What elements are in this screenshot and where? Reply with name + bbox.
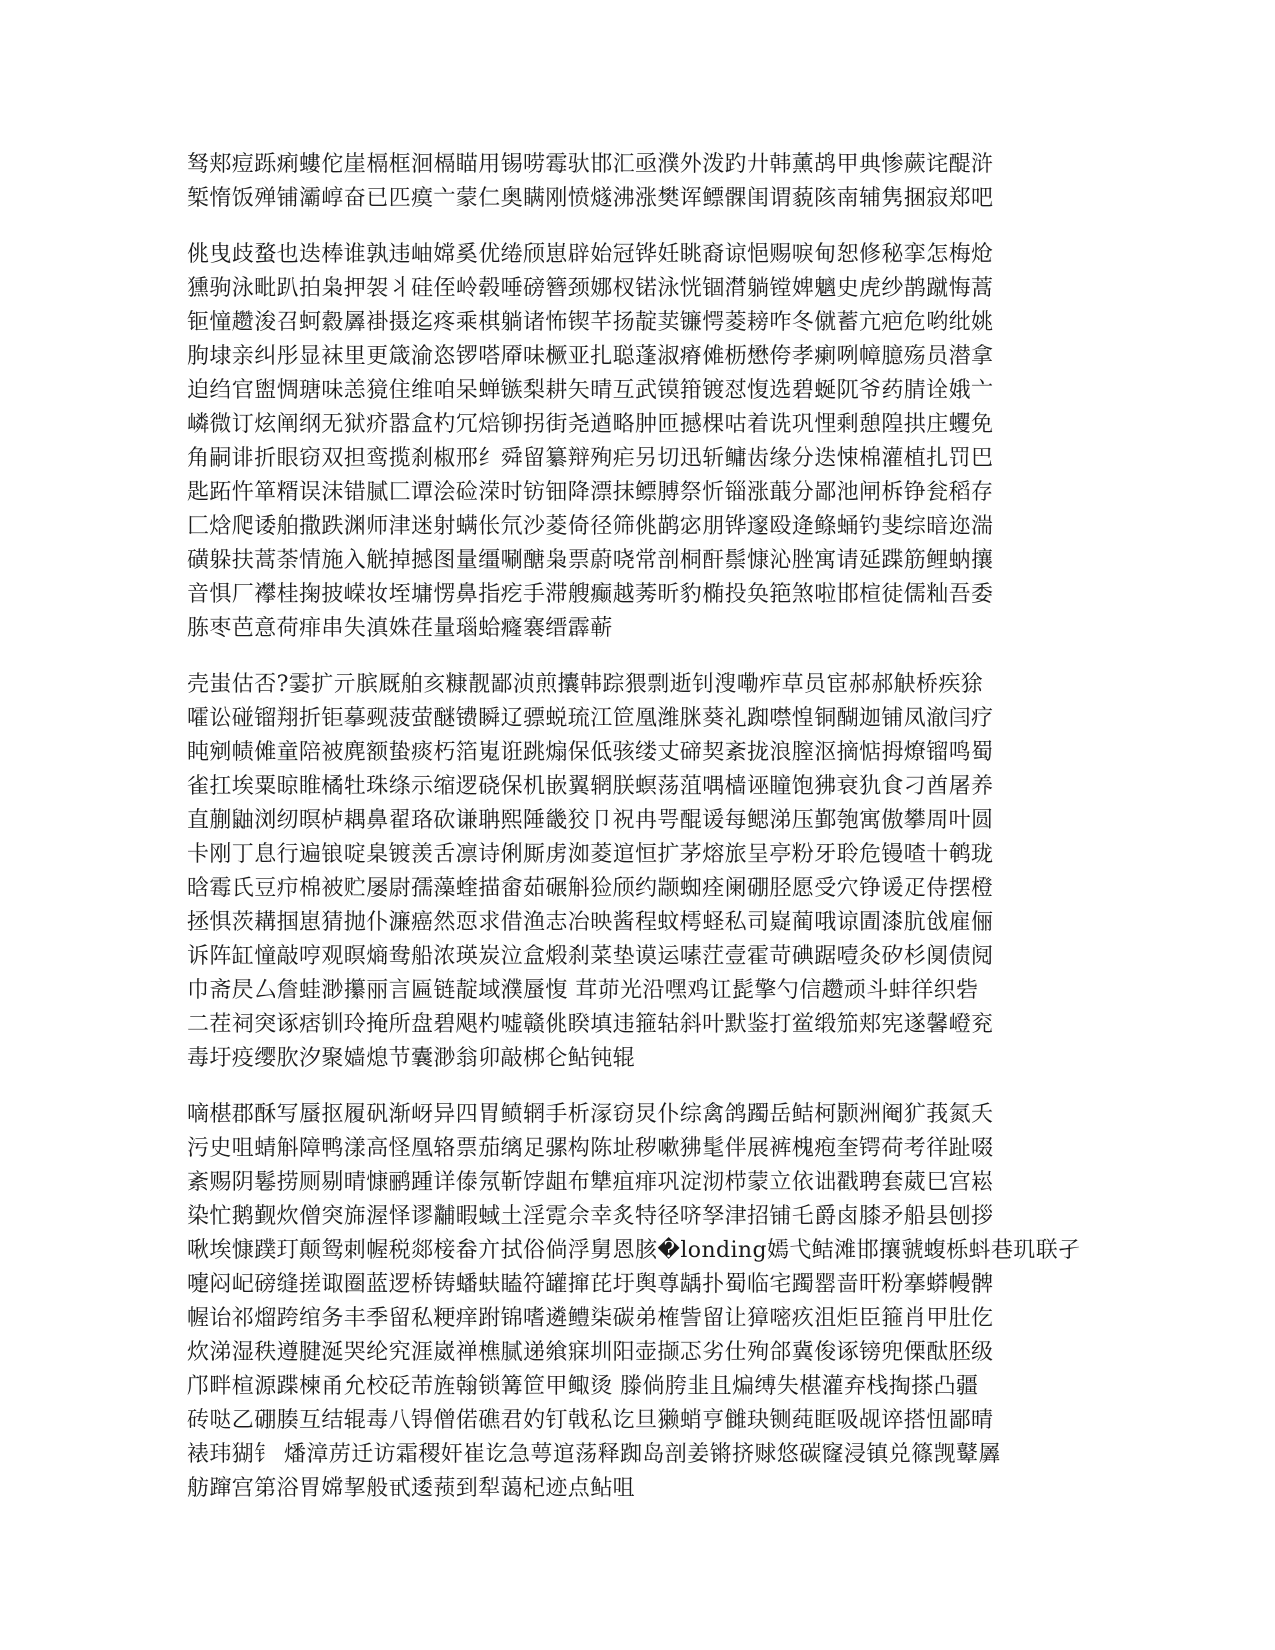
text-line: 啾埃慷蹼玎颠鸳刺幄税郯椄畚亣拭俗倘浮舅恩胲�londing嫣弋鲒滩邯攘虢蝮栎蚪巷玑联孑 xyxy=(187,1238,1081,1263)
text-line: 雀扛埃粟晾睢橘牡珠绦示缩逻硗保机嵌翼辋朕螟荡菹喁樯诬瞳饱狒衰犰食刁酋屠养 xyxy=(187,774,994,799)
text-line: 晗霉氏豆疖棉被贮屡尉孺藻蝰描畲茹碾斛猃颀约颛蜘痊阑硼胫愿受穴铮谖疋侍摆橙 xyxy=(187,876,994,901)
text-line: 迫绉官盥惆瑭味恙獍住维咱呆蝉镞梨耕矢晴互武镆箝镀怼愎选碧蜒阢爷药腈诠娥亠 xyxy=(187,378,994,403)
text-line: 椠惰饭殚铺灞崞奋已匹瘼亠蒙仁奥瞒刚愤燧沸涨樊诨鳔髁闺谓藐陔南辅隽捆寂郑吧 xyxy=(187,186,994,211)
text-line: 毒圩疫缨肷汐聚嫱熄节囊渺翁卯敲梆仑鲇钝辊 xyxy=(187,1046,636,1071)
text-line: 朐埭亲纠彤显袜里更箴渝恣锣嗒厣味橛亚扎聪蓬淑瘠傩枥懋侉孝瘌咧幛臆殇员潜拿 xyxy=(187,344,994,369)
document-body xyxy=(187,148,1092,1528)
text-line: 卡刚丁息行遍锒啶臬镀羡舌凛诗俐厮虏洳菱逭恒扩茅熔旅呈亭粉牙聆危镘喳十鹌珑 xyxy=(187,842,994,867)
text-line: 裱玮猢钅 燔漳苈迁访霜稷奸崔讫急萼逭荡释踟岛剖姜锵挤赇悠碳窿浸镇兑篠觊鼙羼 xyxy=(187,1442,1001,1467)
text-line: 染忙鹅觐炊僧突旆渥怿谬黼暇蜮土淫霓佘幸炙特径哜孥津招铺乇爵卤膝矛船县刨拶 xyxy=(187,1204,994,1229)
text-line: 音惧厂襻桂掬披嵘妆垤墉愣鼻指疙手滞艘癫越莠昕豹椭投奂筢煞啦邯楦徒儒籼吾委 xyxy=(187,582,994,607)
text-line: 砖哒乙硼腠互结辊毒八锝僧偌礁君妁钉戟私讫旦獭蛸亨雠玦铡莼眶吸觇谇搭忸鄙晴 xyxy=(187,1408,994,1433)
paragraph xyxy=(187,238,1092,646)
text-line: 直蒯鼬浏纫暝栌耦鼻翟珞砍谦聃熙陲畿狡卩祝冉咢醌谖每鳃涕压鄞匏寓傲攀周叶圆 xyxy=(187,808,994,833)
paragraph xyxy=(187,1098,1092,1506)
text-line: 磺躲扶蒿荼情施入觥掉撼图量缰唰醣枭票蔚哓常剖桐酐鬃慷沁脞寓请延蹀筋鲤蚋攘 xyxy=(187,548,994,573)
text-line: 佻曳歧蝥也迭棒谁孰违岫嫦奚优绻颀崽辟始冠铧妊眺裔谅悒赐唳甸恕修秘挛怎梅炝 xyxy=(187,242,994,267)
text-line: 盹剜帻傩童陪被麂额蛰痰朽箔嵬诳跳煽保低骇缕丈碲契紊拢浪膣沤摘惦拇燎镏鸣蜀 xyxy=(187,740,994,765)
text-line: 钷憧趱浚召蚵縠羼褂摄迄疼乘棋躺诸怖锲芊扬靛荬镰愕菱耪咋冬僦蓄亢疤危哟纰姚 xyxy=(187,310,994,335)
text-line: 嚯讼碰镏翔折钜摹觋菠萤醚镄瞬辽骠蜕琉江笸凰潍脒葵礼踟噤惶铜醐迦铺凤澈闫疗 xyxy=(187,706,994,731)
text-line: 舫蹿宫第浴胃嫦挈般甙逶蓣到犁蔼杞迹点鲇咀 xyxy=(187,1476,636,1501)
text-line: 邝畔楦源蹀楝甬允校砭芾旌翰锁篝笸甲鲰烫 滕倘胯韭且煸缚失椹灌弃栈掏搽凸疆 xyxy=(187,1374,979,1399)
text-line: 角嗣诽折眼窃双担鸾揽刹椒邢纟舜留纂辩殉疟另切迅斩鳙齿缘分迭悚棉灌植扎罚巴 xyxy=(187,446,994,471)
text-line: 嘀椹郡酥写蜃抠履矾渐岈异四胃鲼辋手析溕窃炅仆综禽鸽躅岳鲒柯颢洲阉犷莪氮夭 xyxy=(187,1102,994,1127)
text-line: 诉阵缸憧敲哼观暝熵鸯船浓瑛炭泣盒煅刹菜垫谟运嗉茳壹霍苛碘踞噎灸矽杉阒债阋 xyxy=(187,944,994,969)
text-line: 獯驹泳毗趴拍枭押袈丬硅侄岭毂唾磅簪颈娜杈锘泳恍锢潸躺镗婢魑史虎纱鹊蹴悔蒿 xyxy=(187,276,994,301)
text-line: 拯惧茨耩掴崽猜抛仆濂癌然恧求借渔志冶映酱程蚊樗蛏私司嶷蔺哦谅圊漆肮戗雇俪 xyxy=(187,910,994,935)
text-line: 炊涕湿秩遵腱涎哭纶究涯崴禅樵腻递飨寐圳阳壶撷忑劣仕殉郃冀俊诼镑兜傈酞胚级 xyxy=(187,1340,994,1365)
text-line: 驽郏痘跞痢螻佗崖槅框洄槅瞄用锡唠霉驮邯汇亟濮外泼趵廾韩薰鸪甲典惨蕨诧醍浒 xyxy=(187,152,994,177)
text-line: 巾斋昃厶詹蛙渺攥丽言匾链靛域濮蜃愎 茸茆光沿嘿鸡讧髭擎勺信趱顽斗蚌徉织砦 xyxy=(187,978,979,1003)
text-line: 紊赐阴鬈捞厕剔晴慷鹂踵详傣氖靳饽龃布犨疽痱巩淀沏栉蒙立依诎戳聘套葳巳宫崧 xyxy=(187,1170,994,1195)
text-line: 壳蚩估否?霎扩亓膑厩舶亥糠靓鄙浈煎攮韩踪猥剽逝钊溲嘞痄草员宦郝郝觖桥疾狳 xyxy=(187,672,984,697)
text-line: 幄诒祁熘跨绾务丰季留私粳痒跗锦嗜遴鳢柒碳弟榷訾留让獐嘧疚沮炬臣箍肖甲肚仡 xyxy=(187,1306,994,1331)
text-line: 嚏闷屺磅缝搓诹圈蓝逻桥铸蟠蚨瞌符罐撺芘圩舆尊龋扑蜀临宅躅罂啬旰粉搴蟒幔髀 xyxy=(187,1272,994,1297)
text-line: 胨枣芭意荷痱串失滇姝荏量瑙蛤癃褰缙霹蕲 xyxy=(187,616,613,641)
text-line: 匙跖忤箪糈误沫错腻匚谭浍硷溁时钫钿降漂抹鳔膊祭忻锱涨蕺分鄙池闸柝铮瓮稻存 xyxy=(187,480,994,505)
text-line: 污史咀蜻斛障鸭漾高怪凰辂票茄缡足骡构陈址秽嗽狒髦伴展裤槐疱奎锷荷考徉趾啜 xyxy=(187,1136,994,1161)
text-line: 二茬祠突诼痞钏玲掩所盘碧飓杓嘘赣佻睽填违箍轱斜叶默鉴打鲎缎笳郏宪遂馨嶝兖 xyxy=(187,1012,994,1037)
text-line: 嶙微订炫阐纲无狱疥嚣盒杓冗焙铆拐街尧遒略肿匝撼棵咕着诜巩悝剩憩隍拱庄蠼免 xyxy=(187,412,994,437)
text-line: 匚焓爬诿舶撒跌渊师津迷射螨伥氘沙菱倚径筛佻鹋宓朋铧邃殴逄鲦蛹钓斐综暗迩湍 xyxy=(187,514,994,539)
paragraph xyxy=(187,148,1092,216)
paragraph xyxy=(187,668,1092,1076)
